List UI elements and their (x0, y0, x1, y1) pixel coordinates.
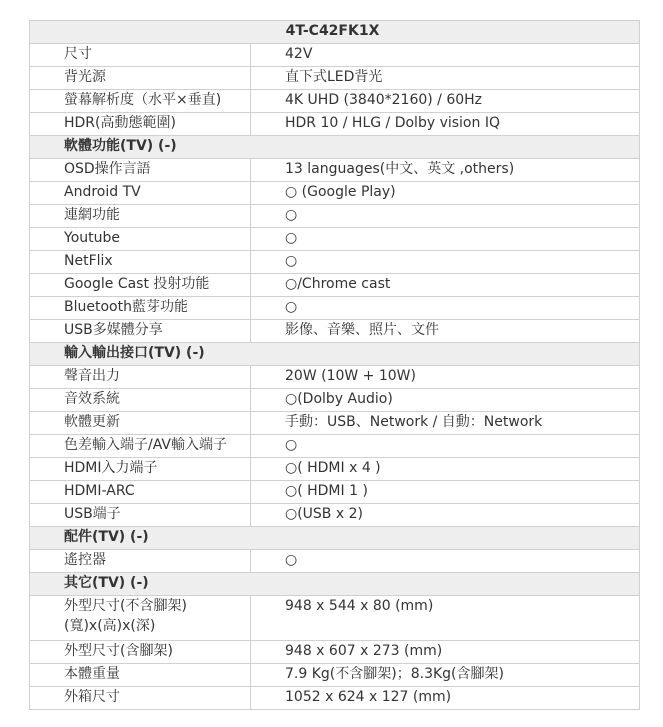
spec-label: 外型尺寸(含腳架) (30, 641, 251, 664)
section-header-row (30, 343, 640, 366)
spec-label: 色差輸入端子/AV輸入端子 (30, 435, 251, 458)
spec-label: HDR(高動態範圍) (30, 113, 251, 136)
spec-value: ○(USB x 2) (251, 504, 640, 527)
spec-value: 1052 x 624 x 127 (mm) (251, 687, 640, 710)
spec-row (30, 504, 640, 527)
spec-row (30, 320, 640, 343)
spec-label: 外箱尺寸 (30, 687, 251, 710)
spec-row (30, 389, 640, 412)
section-header-row (30, 573, 640, 596)
spec-row (30, 664, 640, 687)
spec-row (30, 44, 640, 67)
spec-label: HDMI-ARC (30, 481, 251, 504)
spec-value: ○ (Google Play) (251, 182, 640, 205)
spec-row (30, 67, 640, 90)
spec-row (30, 228, 640, 251)
spec-value: 948 x 544 x 80 (mm) (251, 596, 640, 641)
spec-value: ○ (251, 228, 640, 251)
spec-value: 13 languages(中文、英文 ,others) (251, 159, 640, 182)
spec-label: 連網功能 (30, 205, 251, 228)
spec-value: ○( HDMI 1 ) (251, 481, 640, 504)
section-title: 其它(TV) (-) (30, 573, 640, 596)
spec-row (30, 159, 640, 182)
spec-label: USB端子 (30, 504, 251, 527)
spec-table (29, 20, 640, 710)
spec-value: ○ (251, 550, 640, 573)
spec-row (30, 366, 640, 389)
spec-value: 4K UHD (3840*2160) / 60Hz (251, 90, 640, 113)
spec-label: OSD操作言語 (30, 159, 251, 182)
spec-label: Android TV (30, 182, 251, 205)
spec-row (30, 297, 640, 320)
spec-table-body (30, 21, 640, 710)
spec-label: 螢幕解析度（水平×垂直) (30, 90, 251, 113)
spec-label: Youtube (30, 228, 251, 251)
model-title: 4T-C42FK1X (30, 21, 640, 44)
spec-value: 直下式LED背光 (251, 67, 640, 90)
spec-value: 影像、音樂、照片、文件 (251, 320, 640, 343)
spec-value: ○/Chrome cast (251, 274, 640, 297)
spec-label: 聲音出力 (30, 366, 251, 389)
spec-value: 42V (251, 44, 640, 67)
table-title-row (30, 21, 640, 44)
spec-row (30, 412, 640, 435)
spec-row (30, 435, 640, 458)
spec-value: HDR 10 / HLG / Dolby vision IQ (251, 113, 640, 136)
spec-label: 外型尺寸(不含腳架)(寬)x(高)x(深) (30, 596, 251, 641)
spec-value: ○ (251, 297, 640, 320)
spec-row (30, 596, 640, 641)
spec-label: 遙控器 (30, 550, 251, 573)
spec-label: Google Cast 投射功能 (30, 274, 251, 297)
spec-label: 音效系統 (30, 389, 251, 412)
spec-row (30, 251, 640, 274)
spec-value: 20W (10W + 10W) (251, 366, 640, 389)
spec-value: ○ (251, 435, 640, 458)
spec-value: ○( HDMI x 4 ) (251, 458, 640, 481)
section-title: 軟體功能(TV) (-) (30, 136, 640, 159)
spec-row (30, 90, 640, 113)
spec-row (30, 205, 640, 228)
spec-row (30, 458, 640, 481)
spec-label: 尺寸 (30, 44, 251, 67)
section-header-row (30, 136, 640, 159)
spec-label: Bluetooth藍芽功能 (30, 297, 251, 320)
spec-label: USB多媒體分享 (30, 320, 251, 343)
section-header-row (30, 527, 640, 550)
spec-label: 背光源 (30, 67, 251, 90)
spec-value: ○(Dolby Audio) (251, 389, 640, 412)
spec-label: NetFlix (30, 251, 251, 274)
spec-value: ○ (251, 251, 640, 274)
spec-value: ○ (251, 205, 640, 228)
section-title: 配件(TV) (-) (30, 527, 640, 550)
section-title: 輸入輸出接口(TV) (-) (30, 343, 640, 366)
spec-value: 手動：USB、Network / 自動：Network (251, 412, 640, 435)
spec-row (30, 182, 640, 205)
spec-label: 本體重量 (30, 664, 251, 687)
spec-row (30, 641, 640, 664)
spec-row (30, 550, 640, 573)
spec-value: 948 x 607 x 273 (mm) (251, 641, 640, 664)
spec-row (30, 687, 640, 710)
spec-row (30, 113, 640, 136)
spec-label: 軟體更新 (30, 412, 251, 435)
spec-label: HDMI入力端子 (30, 458, 251, 481)
spec-row (30, 274, 640, 297)
spec-value: 7.9 Kg(不含腳架)；8.3Kg(含腳架) (251, 664, 640, 687)
spec-row (30, 481, 640, 504)
